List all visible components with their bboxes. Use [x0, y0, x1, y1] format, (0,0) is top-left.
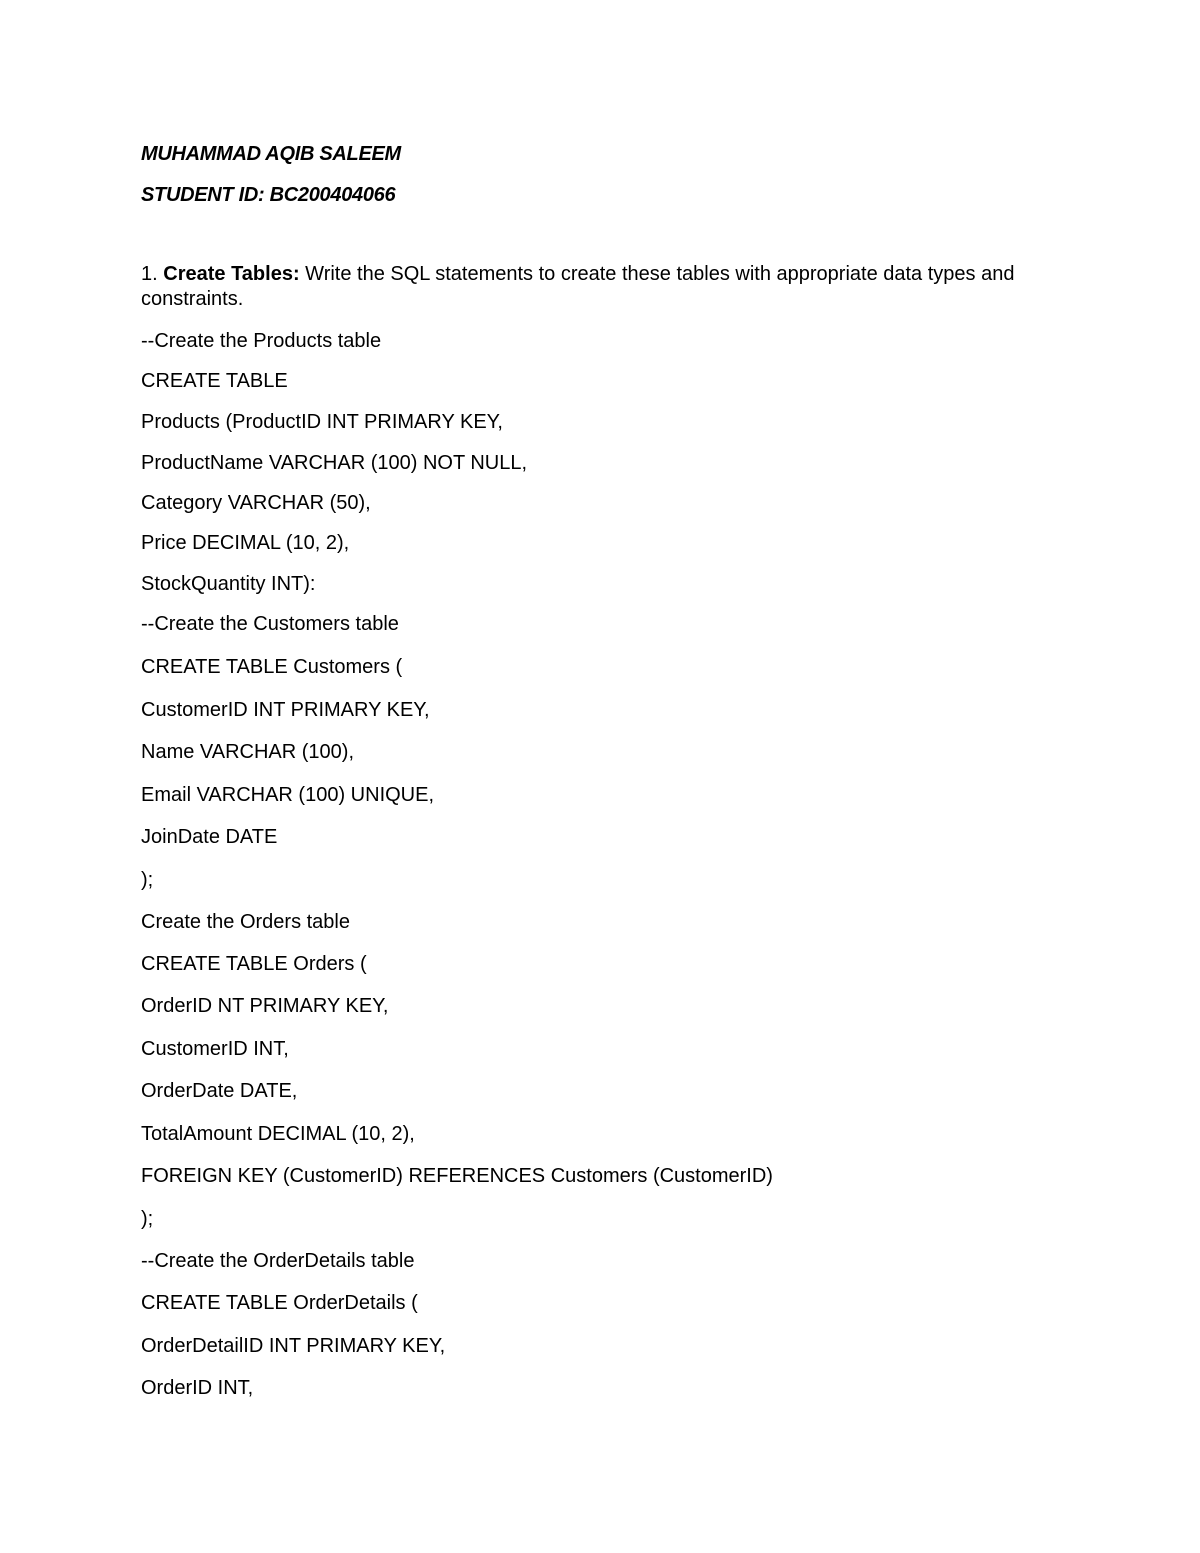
code-line: Email VARCHAR (100) UNIQUE, [141, 784, 435, 806]
code-line: CREATE TABLE OrderDetails ( [141, 1292, 418, 1314]
question-label: Create Tables: [163, 263, 300, 285]
code-line: CREATE TABLE [141, 370, 288, 392]
code-line: FOREIGN KEY (CustomerID) REFERENCES Customers (CustomerID) [141, 1165, 773, 1187]
code-line: CREATE TABLE Orders ( [141, 953, 367, 975]
code-line: Category VARCHAR (50), [141, 492, 371, 514]
code-line: ProductName VARCHAR (100) NOT NULL, [141, 452, 528, 474]
question-paragraph [141, 262, 1061, 312]
code-line: CustomerID INT, [141, 1038, 289, 1060]
code-line: OrderDate DATE, [141, 1080, 298, 1102]
author-name: MUHAMMAD AQIB SALEEM [141, 143, 401, 165]
code-line: CustomerID INT PRIMARY KEY, [141, 699, 430, 721]
code-line: StockQuantity INT): [141, 573, 316, 595]
code-line: CREATE TABLE Customers ( [141, 656, 403, 678]
code-line: TotalAmount DECIMAL (10, 2), [141, 1123, 415, 1145]
code-line: Products (ProductID INT PRIMARY KEY, [141, 411, 503, 433]
code-line: Create the Orders table [141, 911, 350, 933]
code-line: ); [141, 1208, 154, 1230]
code-line: Name VARCHAR (100), [141, 741, 355, 763]
code-line: JoinDate DATE [141, 826, 278, 848]
code-line: Price DECIMAL (10, 2), [141, 532, 350, 554]
code-line: ); [141, 869, 154, 891]
code-line: --Create the OrderDetails table [141, 1250, 415, 1272]
code-line: OrderID INT, [141, 1377, 254, 1399]
code-line: OrderDetailID INT PRIMARY KEY, [141, 1335, 446, 1357]
code-line: --Create the Customers table [141, 613, 399, 635]
student-id: STUDENT ID: BC200404066 [141, 184, 396, 206]
question-number: 1. [141, 263, 158, 285]
code-line: OrderID NT PRIMARY KEY, [141, 995, 389, 1017]
code-line: --Create the Products table [141, 330, 382, 352]
question-text: Write the SQL statements to create these tables with appropriate data types and constraints. [141, 263, 1015, 310]
